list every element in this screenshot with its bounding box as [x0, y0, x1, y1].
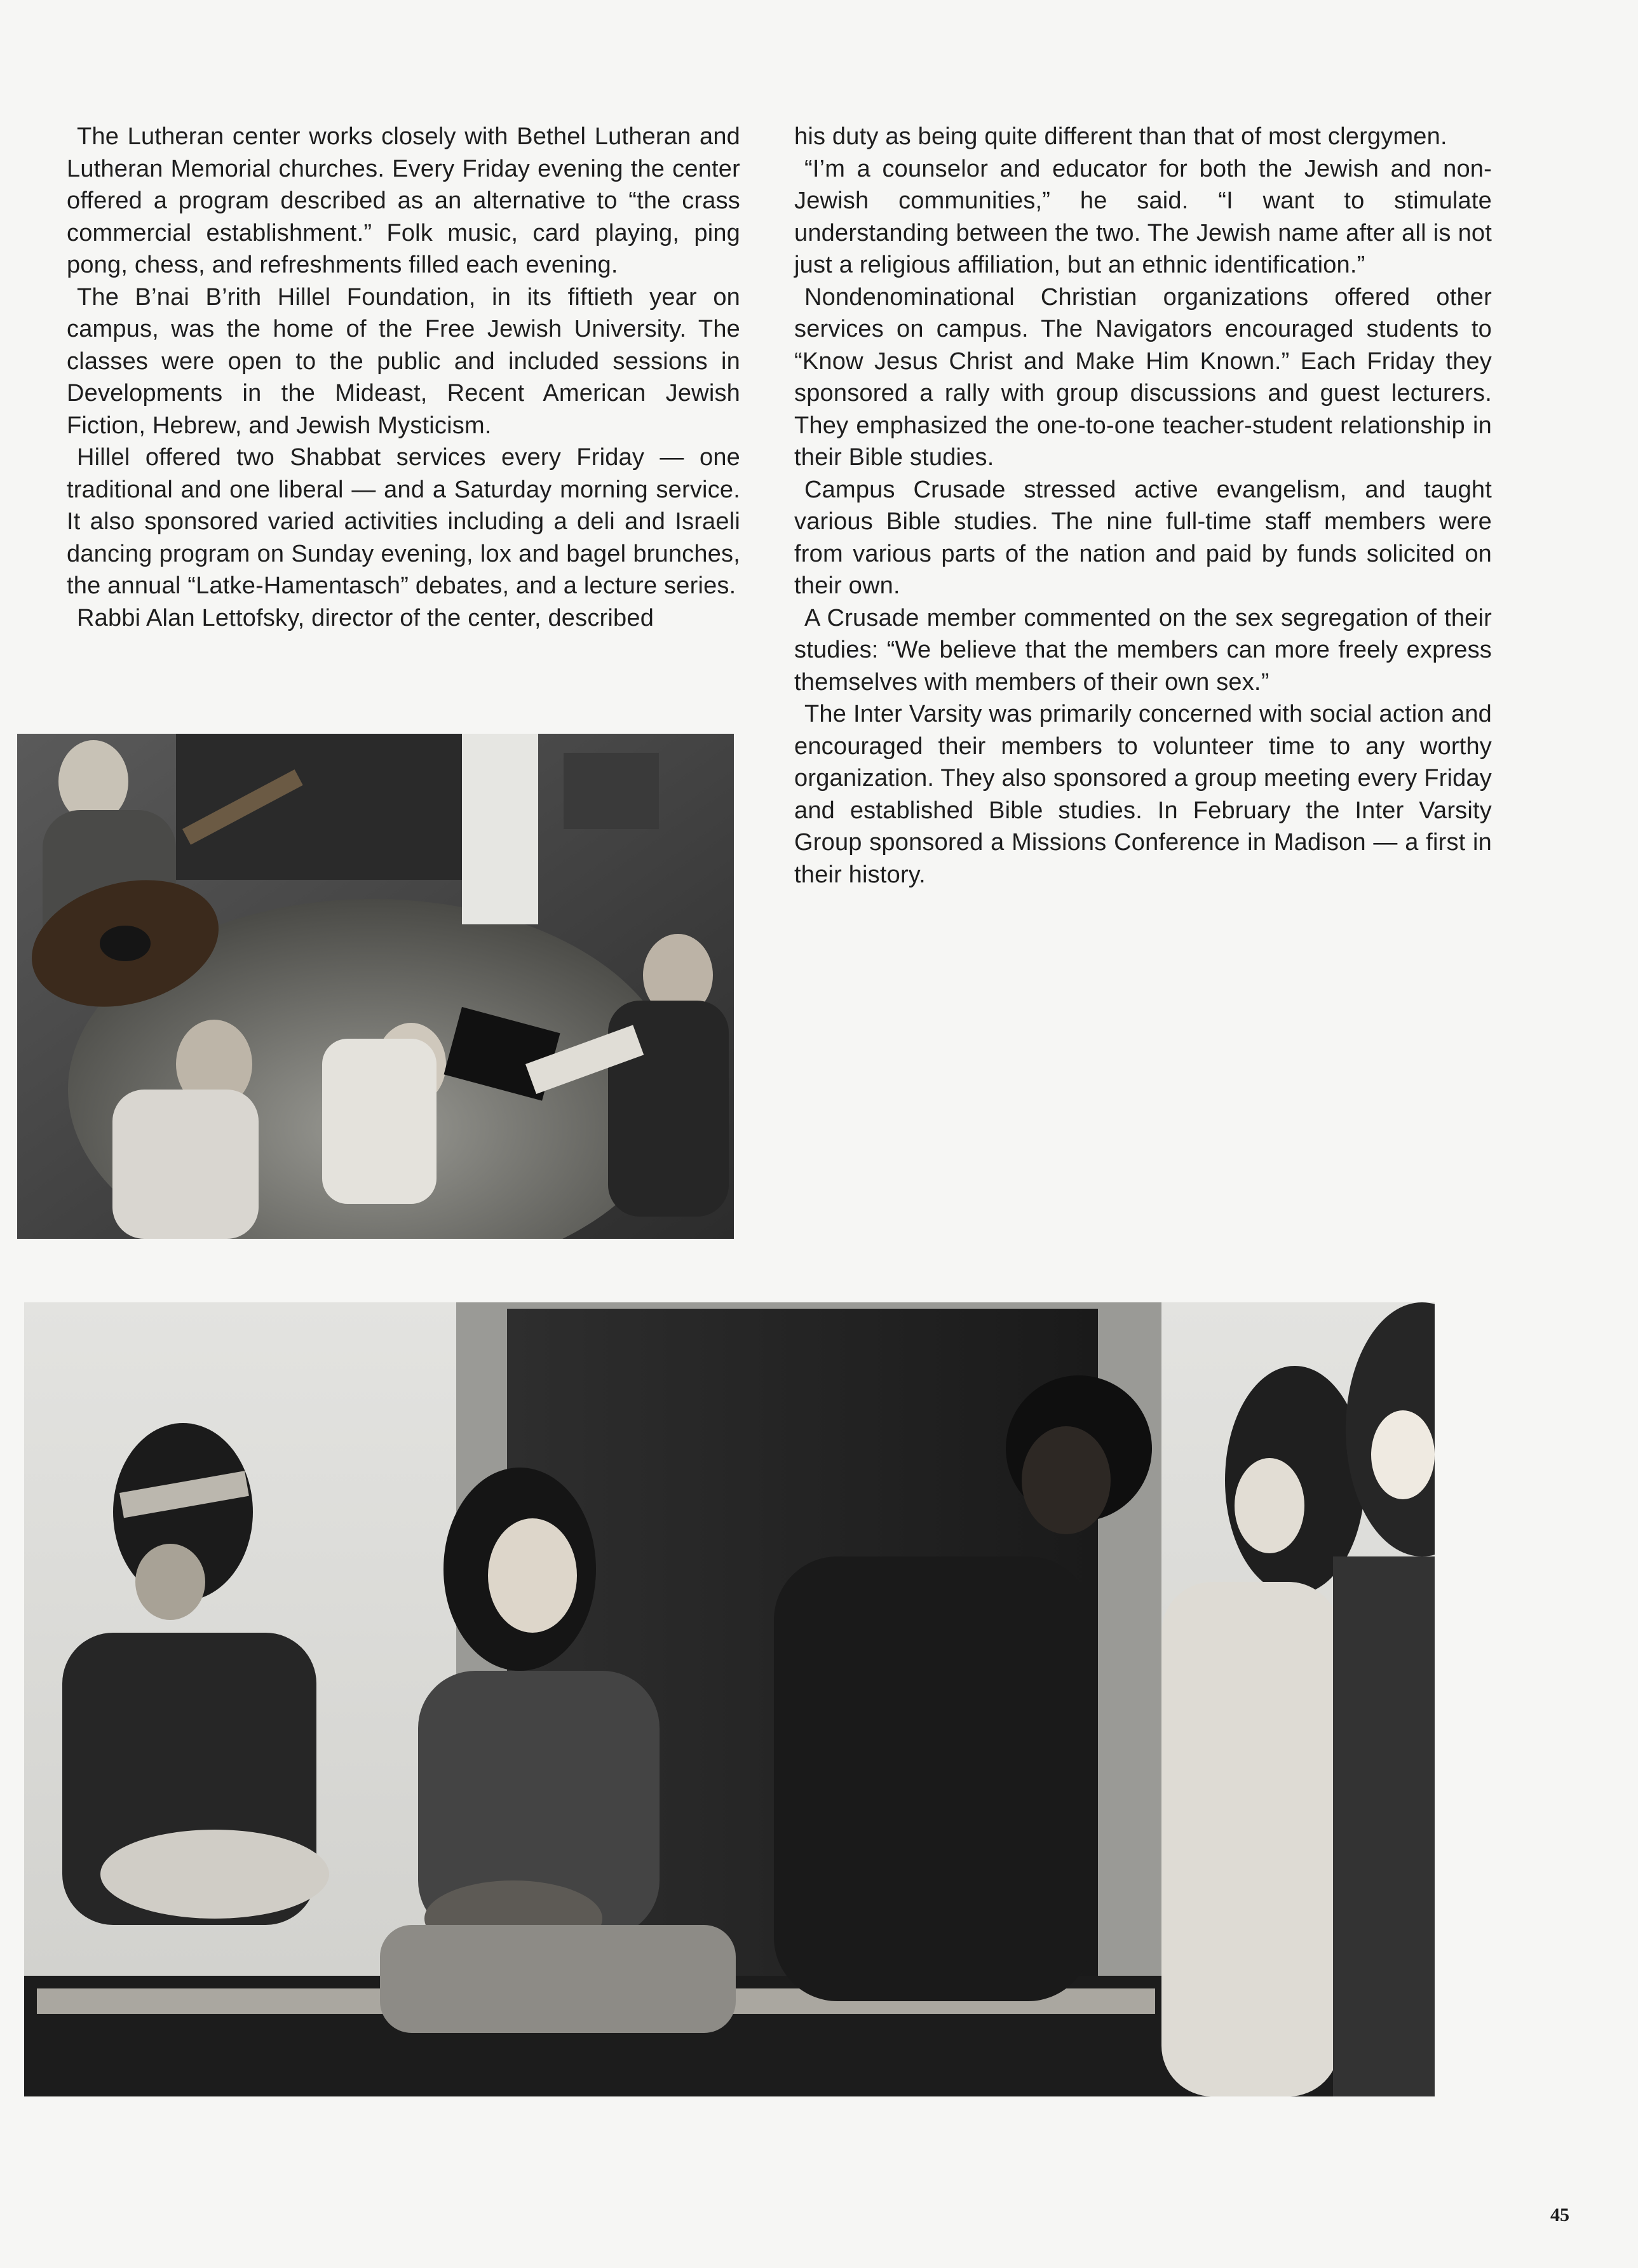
paragraph-inter-varsity: The Inter Varsity was primarily concerned with social action and encouraged their members to volunteer time to any worthy organization. They also sponsored a group meeting every Friday and established Bible studies. In February the Inter Varsity Group sponsored a Missions Conference in Madison — a first in their history. [794, 701, 1492, 888]
left-text-column [67, 121, 740, 634]
paragraph-navigators: Nondenominational Christian organizations offered other services on campus. The Navigators encouraged students to “Know Jesus Christ and Make Him Known.” Each Friday they sponsored a rally with group discussions and guest lecturers. They emphasized the one-to-one teacher-student relationship in their Bible studies. [794, 283, 1492, 471]
students-on-bench-illustration [24, 1302, 1435, 2096]
right-text-column [794, 121, 1492, 891]
paragraph-hillel-services: Hillel offered two Shabbat services every Friday — one traditional and one liberal — and a Saturday morning service. It also sponsored varied activities including a deli and Israeli dancing program on Sunday evening, lox and bagel brunches, the annual “Latke-Hamentasch” debates, and a lecture series. [67, 444, 740, 599]
students-on-bench-photo [24, 1302, 1435, 2096]
paragraph-counselor-quote: “I’m a counselor and educator for both the Jewish and non-Jewish communities,” he said. “I want to stimulate understanding between the two. The Jewish name after all is not just a religious affiliation, but an ethnic identification.” [794, 155, 1492, 278]
paragraph-lutheran-center: The Lutheran center works closely with Bethel Lutheran and Lutheran Memorial churches. Every Friday evening the center offered a program described as an alternative to “the crass commercial establishment.” Folk music, card playing, ping pong, chess, and refreshments filled each evening. [67, 123, 740, 278]
page-number: 45 [1550, 2204, 1569, 2225]
paragraph-hillel-foundation: The B’nai B’rith Hillel Foundation, in its fiftieth year on campus, was the home of the Free Jewish University. The classes were open to the public and included sessions in Developments in the Mideast, Recent American Jewish Fiction, Hebrew, and Jewish Mysticism. [67, 283, 740, 439]
group-discussion-illustration [17, 734, 734, 1239]
paragraph-crusade-member: A Crusade member commented on the sex segregation of their studies: “We believe that the members can more freely express themselves with members of their own sex.” [794, 604, 1492, 696]
paragraph-clergymen: his duty as being quite different than that of most clergymen. [794, 123, 1447, 150]
paragraph-campus-crusade: Campus Crusade stressed active evangelism, and taught various Bible studies. The nine full-time staff members were from various parts of the nation and paid by funds solicited on their own. [794, 476, 1492, 599]
group-discussion-photo [17, 734, 734, 1239]
paragraph-rabbi-lettofsky: Rabbi Alan Lettofsky, director of the center, described [77, 604, 654, 631]
